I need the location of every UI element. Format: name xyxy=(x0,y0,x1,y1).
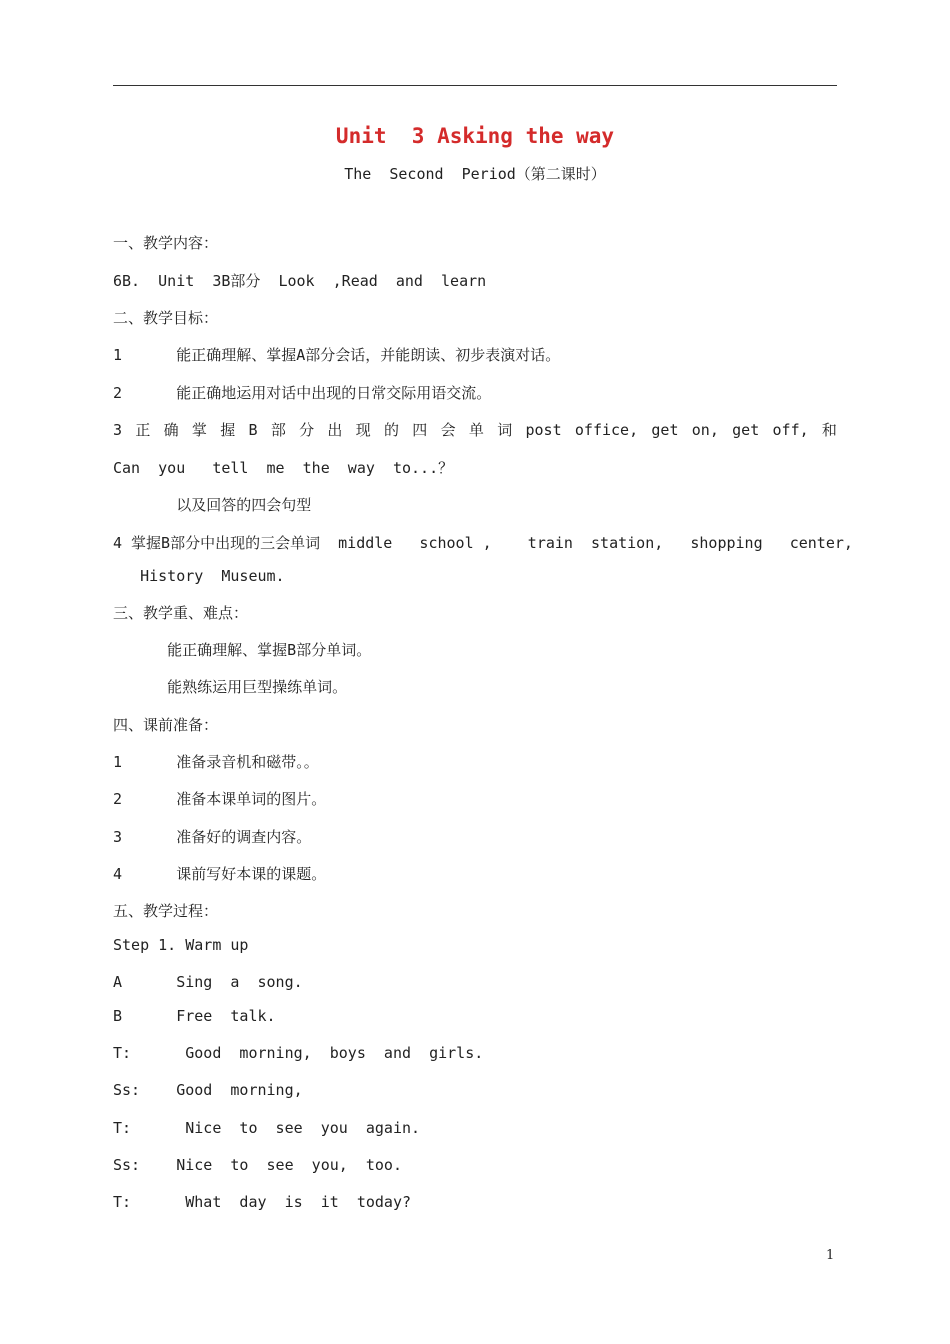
dialogue-line: T: Good morning, boys and girls. xyxy=(113,1044,484,1062)
objective-3-word: 部 xyxy=(270,421,286,439)
preparation-item: 4 课前写好本课的课题。 xyxy=(113,865,327,883)
objective-3-word: 的 xyxy=(384,421,400,439)
objective-3-word: 词 xyxy=(497,421,513,439)
objective-3-word: 现 xyxy=(355,421,371,439)
key-point: 能正确理解、掌握B部分单词。 xyxy=(113,641,372,659)
section-heading-preparation: 四、课前准备： xyxy=(113,716,219,734)
objective-3-word: 3 xyxy=(113,421,123,439)
dialogue-line: Ss: Nice to see you, too. xyxy=(113,1156,402,1174)
objective-4-continued: History Museum. xyxy=(113,567,285,585)
objective-3-word: 掌 xyxy=(191,421,207,439)
page-number: 1 xyxy=(826,1248,835,1263)
content-line: 6B. Unit 3B部分 Look ,Read and learn xyxy=(113,272,487,290)
document-title: Unit 3 Asking the way xyxy=(335,124,615,148)
preparation-item: 2 准备本课单词的图片。 xyxy=(113,790,327,808)
preparation-item: 1 准备录音机和磁带。。 xyxy=(113,753,319,771)
objective-3-word: 正 xyxy=(135,421,151,439)
key-point: 能熟练运用巨型操练单词。 xyxy=(113,678,348,696)
objective-3-word: on, xyxy=(691,421,719,439)
objective-3-word: off, xyxy=(772,421,809,439)
objective-2: 2 能正确地运用对话中出现的日常交际用语交流。 xyxy=(113,384,492,402)
objective-3-word: B xyxy=(248,421,258,439)
objective-3-word: 和 xyxy=(821,421,837,439)
procedure-line: A Sing a song. xyxy=(113,973,303,991)
objective-3-word: 单 xyxy=(468,421,484,439)
objective-1: 1 能正确理解、掌握A部分会话，并能朗读、初步表演对话。 xyxy=(113,346,561,364)
objective-3 xyxy=(113,420,837,440)
section-heading-content: 一、教学内容： xyxy=(113,234,219,252)
objective-3-word: 会 xyxy=(440,421,456,439)
objective-3-word: 分 xyxy=(299,421,315,439)
objective-3-word: 出 xyxy=(327,421,343,439)
preparation-item: 3 准备好的调查内容。 xyxy=(113,828,312,846)
objective-3-continued: 以及回答的四会句型 xyxy=(113,496,312,514)
objective-3-word: 握 xyxy=(220,421,236,439)
header-rule xyxy=(113,85,837,86)
objective-3-word: get xyxy=(732,421,760,439)
dialogue-line: T: What day is it today? xyxy=(113,1193,412,1211)
section-heading-objectives: 二、教学目标： xyxy=(113,309,219,327)
objective-3-word: office, xyxy=(574,421,639,439)
step-heading: Step 1. Warm up xyxy=(113,936,249,954)
procedure-line: B Free talk. xyxy=(113,1007,276,1025)
objective-3-continued: Can you tell me the way to...？ xyxy=(113,459,454,477)
objective-4: 4 掌握B部分中出现的三会单词 middle school , train station, shopping center, xyxy=(113,534,853,552)
objective-3-word: post xyxy=(525,421,562,439)
dialogue-line: T: Nice to see you again. xyxy=(113,1119,421,1137)
objective-3-word: get xyxy=(651,421,679,439)
section-heading-key-points: 三、教学重、难点： xyxy=(113,604,249,622)
objective-3-word: 确 xyxy=(163,421,179,439)
objective-3-word: 四 xyxy=(412,421,428,439)
section-heading-procedure: 五、教学过程： xyxy=(113,902,219,920)
dialogue-line: Ss: Good morning, xyxy=(113,1081,303,1099)
document-subtitle: The Second Period（第二课时） xyxy=(344,165,606,183)
